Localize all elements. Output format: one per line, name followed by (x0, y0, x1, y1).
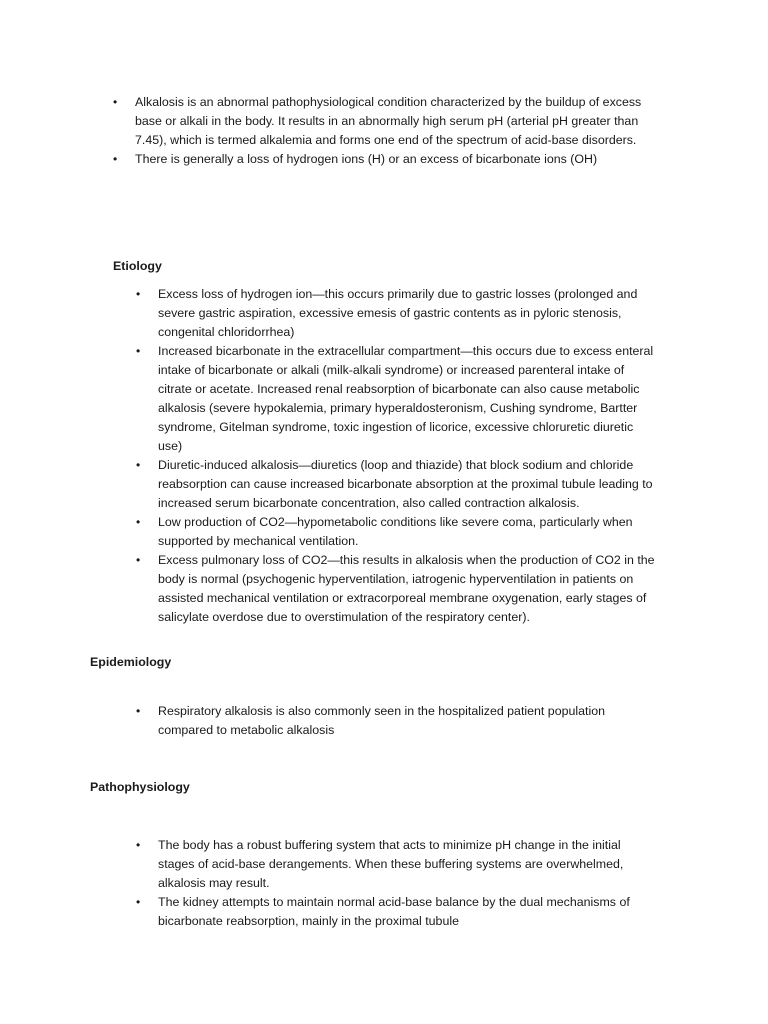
bullet-icon: • (136, 515, 141, 529)
pathophysiology-heading: Pathophysiology (90, 780, 190, 794)
bullet-icon: • (136, 838, 141, 852)
list-item-text: The kidney attempts to maintain normal acid-base balance by the dual mechanisms of bicarbonate reabsorption, mainly in the proximal tubule (158, 895, 630, 928)
list-item (136, 702, 660, 740)
list-item-text: Increased bicarbonate in the extracellular compartment—this occurs due to excess enteral intake of bicarbonate or alkali (milk-alkali syndrome) or increased parenteral intake of citrate or acetate. Increased renal reabsorption of bicarbonate can also cause metabolic alkalosis (severe hypokalemia, primary hyperaldosteronism, Cushing syndrome, Bartter syndrome, Gitelman syndrome, toxic ingestion of licorice, excessive chloruretic diuretic use) (158, 344, 654, 453)
list-item (136, 836, 660, 893)
list-item (136, 893, 660, 931)
list-item-text: Respiratory alkalosis is also commonly seen in the hospitalized patient population compared to metabolic alkalosis (158, 704, 605, 737)
pathophysiology-list (136, 836, 660, 931)
list-item-text: There is generally a loss of hydrogen ions (H) or an excess of bicarbonate ions (OH) (135, 152, 598, 166)
bullet-icon: • (113, 95, 118, 109)
bullet-icon: • (136, 458, 141, 472)
bullet-icon: • (113, 152, 118, 166)
etiology-heading: Etiology (113, 259, 162, 273)
list-item-text: Excess pulmonary loss of CO2—this results in alkalosis when the production of CO2 in the body is normal (psychogenic hyperventilation, iatrogenic hyperventilation in patients on assisted mechanical ventilation or extracorporeal membrane oxygenation, early stages of salicylate overdose due to overstimulation of the respiratory center). (158, 553, 655, 624)
epidemiology-list (136, 702, 660, 740)
list-item (136, 456, 660, 513)
bullet-icon: • (136, 704, 141, 718)
list-item-text: The body has a robust buffering system that acts to minimize pH change in the initial stages of acid-base derangements. When these buffering systems are overwhelmed, alkalosis may result. (158, 838, 624, 890)
bullet-icon: • (136, 895, 141, 909)
list-item-text: Excess loss of hydrogen ion—this occurs primarily due to gastric losses (prolonged and severe gastric aspiration, excessive emesis of gastric contents as in pyloric stenosis, congenital chloridorrhea) (158, 287, 638, 339)
etiology-list (136, 285, 660, 627)
list-item-text: Diuretic-induced alkalosis—diuretics (loop and thiazide) that block sodium and chloride reabsorption can cause increased bicarbonate absorption at the proximal tubule leading to increased serum bicarbonate concentration, also called contraction alkalosis. (158, 458, 653, 510)
epidemiology-heading: Epidemiology (90, 655, 172, 669)
list-item (113, 150, 658, 169)
list-item-text: Low production of CO2—hypometabolic conditions like severe coma, particularly when supported by mechanical ventilation. (158, 515, 633, 548)
list-item (136, 513, 660, 551)
bullet-icon: • (136, 553, 141, 567)
list-item (136, 551, 660, 627)
bullet-icon: • (136, 344, 141, 358)
intro-list (113, 93, 658, 169)
list-item-text: Alkalosis is an abnormal pathophysiological condition characterized by the buildup of excess base or alkali in the body. It results in an abnormally high serum pH (arterial pH greater than 7.45), which is termed alkalemia and forms one end of the spectrum of acid-base disorders. (135, 95, 642, 147)
list-item (113, 93, 658, 150)
list-item (136, 285, 660, 342)
list-item (136, 342, 660, 456)
bullet-icon: • (136, 287, 141, 301)
